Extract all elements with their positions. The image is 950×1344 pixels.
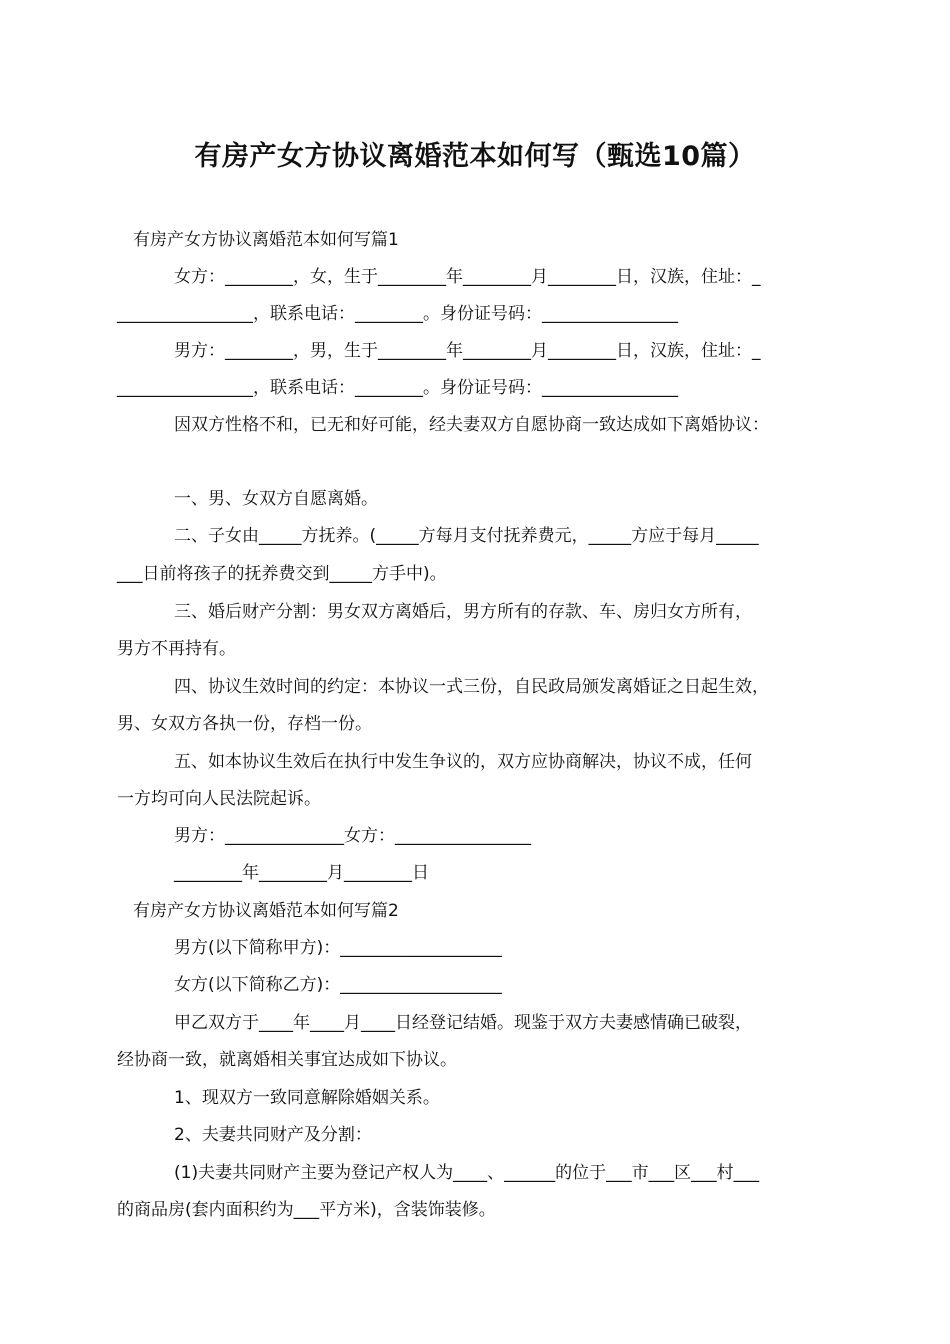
signature-line: 男方：______________女方：________________ bbox=[174, 826, 531, 846]
paragraph-line: 五、如本协议生效后在执行中发生争议的，双方应协商解决，协议不成，任何 bbox=[174, 752, 752, 772]
paragraph-line: (1)夫妻共同财产主要为登记产权人为____、______的位于___市___区___村___ bbox=[174, 1163, 760, 1183]
paragraph-line: 女方(以下简称乙方)：___________________ bbox=[174, 975, 502, 995]
paragraph-line: ________________，联系电话：________。身份证号码：________________ bbox=[117, 304, 678, 324]
paragraph-line: 甲乙双方于____年____月____日经登记结婚。现鉴于双方夫妻感情确已破裂， bbox=[174, 1013, 752, 1033]
paragraph-line: 男方：________，男，生于________年________月________日，汉族，住址：_ bbox=[174, 341, 761, 361]
paragraph-line: 三、婚后财产分割：男女双方离婚后，男方所有的存款、车、房归女方所有， bbox=[174, 602, 752, 622]
document-title: 有房产女方协议离婚范本如何写（甄选10篇） bbox=[194, 141, 756, 172]
paragraph-line: 1、现双方一致同意解除婚姻关系。 bbox=[174, 1088, 440, 1108]
paragraph-line: 2、夫妻共同财产及分割： bbox=[174, 1125, 372, 1145]
paragraph-line: 经协商一致，就离婚相关事宜达成如下协议。 bbox=[117, 1050, 457, 1070]
paragraph-line: 一方均可向人民法院起诉。 bbox=[117, 789, 321, 809]
section-heading-2: 有房产女方协议离婚范本如何写篇2 bbox=[133, 901, 399, 921]
paragraph-line: 男方不再持有。 bbox=[117, 639, 236, 659]
paragraph-line: ________________，联系电话：________。身份证号码：________________ bbox=[117, 378, 678, 398]
date-line: ________年________月________日 bbox=[174, 863, 429, 883]
paragraph-line: 二、子女由_____方抚养。(_____方每月支付抚养费元，_____方应于每月_____ bbox=[174, 526, 759, 546]
paragraph-line: 的商品房(套内面积约为___平方米)，含装饰装修。 bbox=[117, 1200, 496, 1220]
paragraph-line: 女方：________，女，生于________年________月________日，汉族，住址：_ bbox=[174, 267, 761, 287]
paragraph-line: 因双方性格不和，已无和好可能，经夫妻双方自愿协商一致达成如下离婚协议： bbox=[174, 415, 769, 435]
paragraph-line: 四、协议生效时间的约定：本协议一式三份，自民政局颁发离婚证之日起生效， bbox=[174, 677, 769, 697]
section-heading-1: 有房产女方协议离婚范本如何写篇1 bbox=[133, 230, 399, 250]
paragraph-line: 男、女双方各执一份，存档一份。 bbox=[117, 714, 372, 734]
paragraph-line: 一、男、女双方自愿离婚。 bbox=[174, 489, 378, 509]
paragraph-line: 男方(以下简称甲方)：___________________ bbox=[174, 938, 502, 958]
paragraph-line: ___日前将孩子的抚养费交到_____方手中)。 bbox=[117, 564, 447, 584]
